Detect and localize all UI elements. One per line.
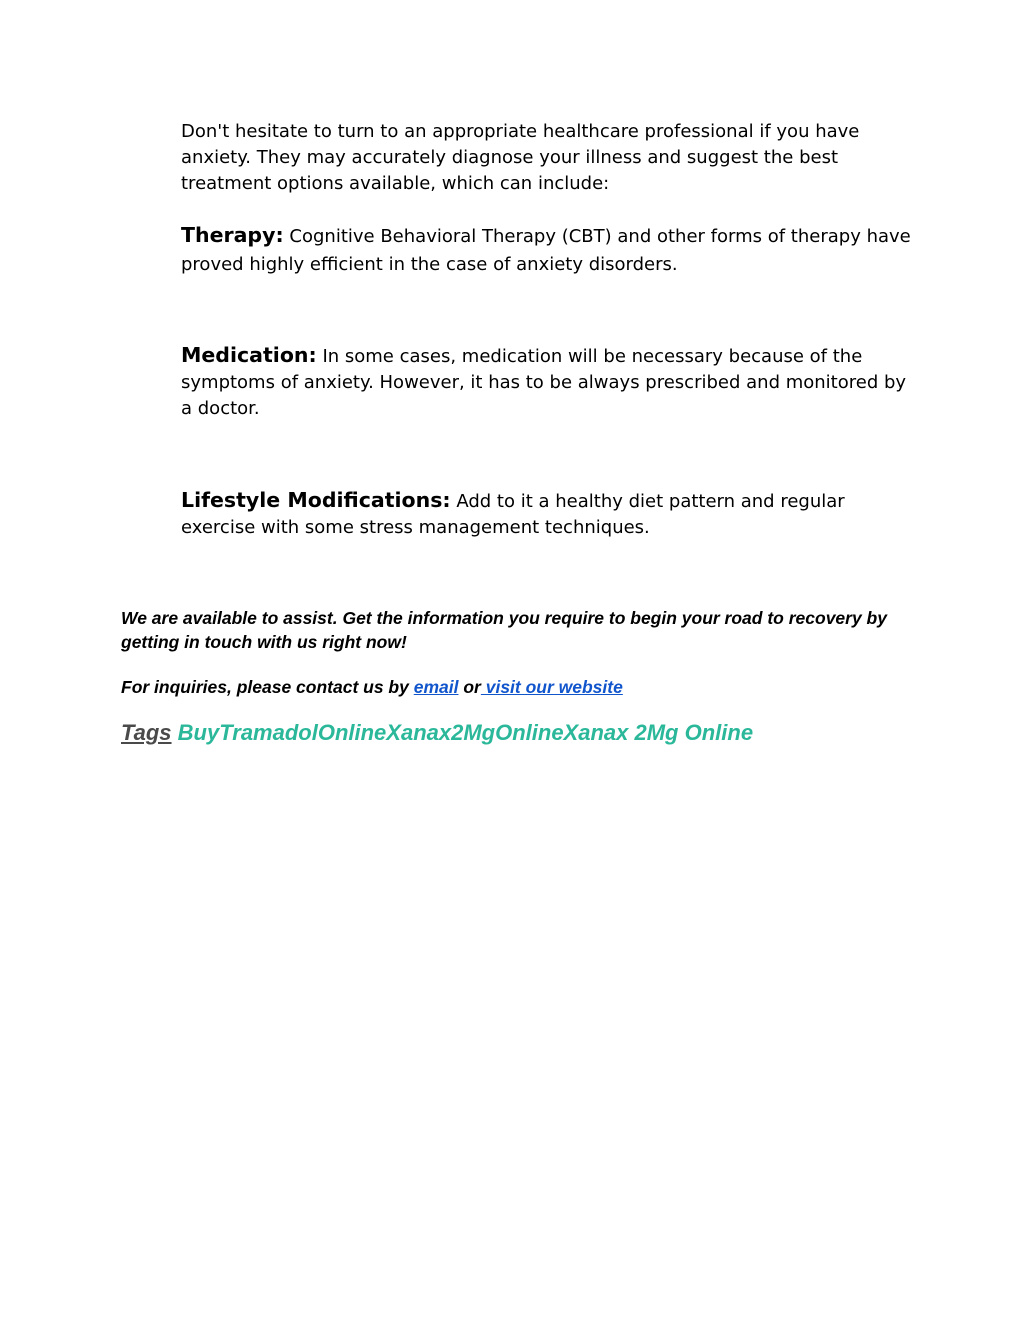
medication-item [181, 342, 911, 422]
contact-prefix: For inquiries, please contact us by [121, 677, 409, 697]
therapy-item [181, 221, 911, 279]
contact-line [121, 675, 921, 699]
medication-text: In some cases, medication will be necessary because of the symptoms of anxiety. However, it has to be always prescribed and monitored by a doctor. [181, 346, 907, 419]
lifestyle-text: Add to it a healthy diet pattern and regular exercise with some stress management techniques. [181, 491, 845, 538]
lifestyle-item [181, 487, 911, 541]
email-link[interactable]: email [413, 677, 459, 697]
tag-links[interactable]: BuyTramadolOnlineXanax2MgOnlineXanax 2Mg Online [177, 720, 754, 745]
tags-line [121, 717, 981, 749]
medication-term: Medication: [181, 343, 317, 367]
tags-label-link[interactable]: Tags [121, 720, 172, 745]
or-text: or [463, 677, 481, 697]
website-link[interactable]: visit our website [480, 677, 623, 697]
cta-message: We are available to assist. Get the information you require to begin your road to recovery by getting in touch with us right now! [121, 608, 887, 652]
lifestyle-term: Lifestyle Modifications: [181, 488, 451, 512]
therapy-term: Therapy: [181, 223, 284, 247]
intro-paragraph: Don't hesitate to turn to an appropriate healthcare professional if you have anxiety. They may accurately diagnose your illness and suggest the best treatment options available, which can include: [181, 121, 860, 194]
therapy-text: Cognitive Behavioral Therapy (CBT) and other forms of therapy have proved highly efficient in the case of anxiety disorders. [181, 226, 911, 275]
